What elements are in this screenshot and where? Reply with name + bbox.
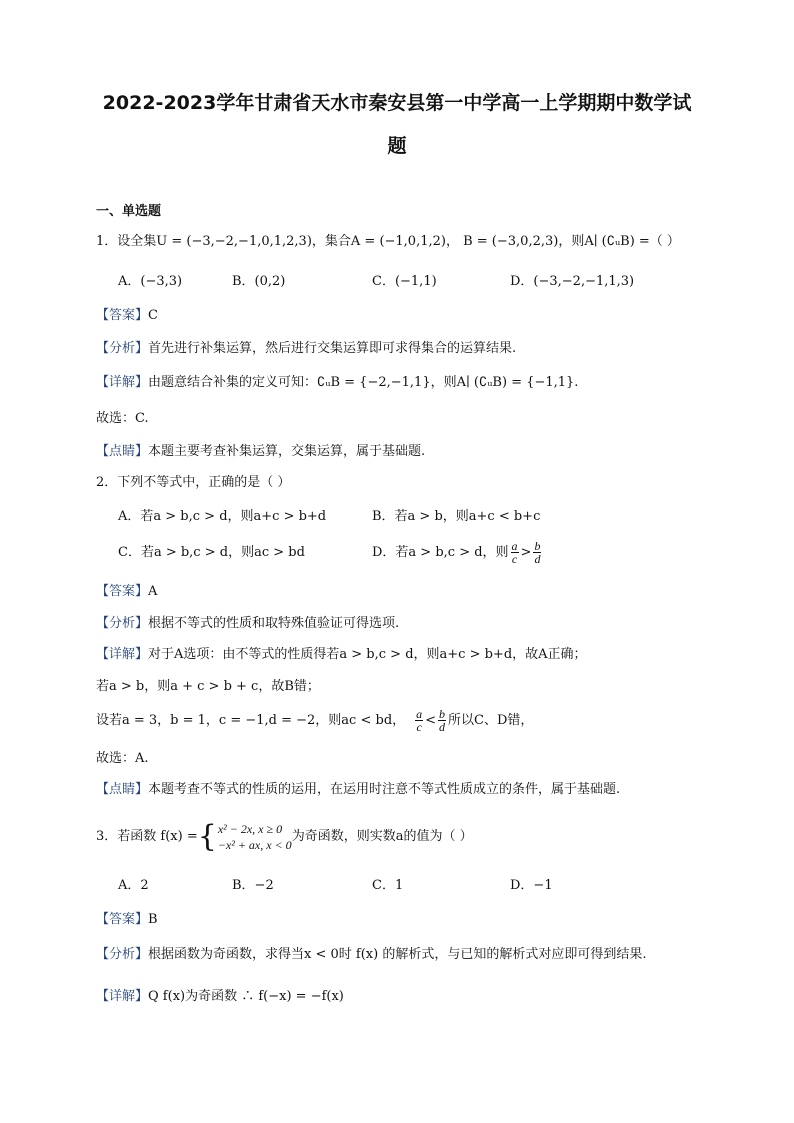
- q3-piecewise-cases: [218, 821, 292, 853]
- q1-comment-row: [96, 443, 425, 461]
- q1-comment: 本题主要考查补集运算，交集运算，属于基础题.: [148, 444, 426, 459]
- q3-analysis: 根据函数为奇函数，求得当x < 0时 f(x) 的解析式，与已知的解析式对应即可得到结果.: [148, 947, 647, 962]
- q1-answer: C: [148, 308, 158, 323]
- detail-tag: 【详解】: [96, 375, 149, 390]
- detail-tag: 【详解】: [96, 647, 149, 662]
- q2-comment: 本题考查不等式的性质的运用，在运用时注意不等式性质成立的条件，属于基础题.: [148, 782, 621, 797]
- q3-stem-text: 3．若函数 f(x) =: [96, 829, 198, 844]
- q3-case-1: x² − 2x, x ≥ 0: [217, 821, 283, 836]
- q3-option-d: D．−1: [510, 878, 553, 893]
- fraction-numerator: a: [416, 707, 423, 721]
- q2-option-d-fraction-a: [511, 540, 519, 565]
- q3-detail-row: [96, 988, 344, 1006]
- answer-tag: 【答案】: [96, 308, 149, 323]
- analysis-tag: 【分析】: [96, 947, 149, 962]
- q1-analysis-row: [96, 340, 516, 358]
- section-heading: 一、单选题: [96, 204, 162, 219]
- q2-conclusion: 故选：A.: [96, 751, 149, 766]
- q2-analysis-row: [96, 615, 399, 633]
- left-brace-icon: {: [197, 818, 217, 854]
- q2-option-d: [372, 536, 543, 570]
- q2-detail-3-fraction-b: [438, 708, 446, 733]
- q3-detail: Q f(x)为奇函数 ∴ f(−x) = −f(x): [148, 989, 344, 1004]
- q1-answer-row: [96, 307, 158, 325]
- answer-tag: 【答案】: [96, 912, 149, 927]
- answer-tag: 【答案】: [96, 584, 149, 599]
- q2-option-b: B．若a > b，则a+c < b+c: [372, 509, 541, 524]
- q3-option-a: A．2: [118, 878, 149, 893]
- q2-answer-row: [96, 583, 157, 601]
- fraction-denominator: c: [511, 552, 518, 566]
- q1-option-b: B．(0,2): [232, 274, 286, 289]
- comment-tag: 【点睛】: [96, 444, 149, 459]
- q2-comment-row: [96, 781, 620, 799]
- doc-title-line2: 题: [387, 135, 407, 157]
- q2-option-d-fraction-b: [533, 540, 541, 565]
- q3-option-b: B．−2: [232, 878, 274, 893]
- fraction-denominator: d: [439, 720, 446, 734]
- q2-option-d-text: D．若a > b,c > d，则: [372, 545, 509, 560]
- q1-stem: 1．设全集U = (−3,−2,−1,0,1,2,3)，集合A = (−1,0,1,2)， B = (−3,0,2,3)，则A∣ (∁ᵤB) =（ ）: [96, 234, 680, 249]
- q2-analysis: 根据不等式的性质和取特殊值验证可得选项.: [148, 616, 400, 631]
- q2-option-d-operator: >: [520, 545, 532, 560]
- q1-detail-row: [96, 374, 578, 392]
- q2-option-a: A．若a > b,c > d，则a+c > b+d: [118, 509, 327, 524]
- q2-detail-3: [96, 704, 533, 738]
- q3-answer: B: [148, 912, 158, 927]
- q3-stem: [96, 818, 473, 856]
- q2-detail-3-operator: <: [425, 713, 437, 728]
- fraction-numerator: b: [439, 707, 446, 721]
- fraction-numerator: b: [534, 539, 541, 553]
- q2-detail-row: [96, 646, 587, 664]
- q1-option-d: D．(−3,−2,−1,1,3): [510, 274, 635, 289]
- q2-option-c: C．若a > b,c > d，则ac > bd: [118, 545, 305, 560]
- q1-analysis: 首先进行补集运算，然后进行交集运算即可求得集合的运算结果.: [148, 341, 517, 356]
- q2-detail-3-text: 设若a = 3，b = 1，c = −1,d = −2，则ac < bd，: [96, 713, 406, 728]
- q1-option-a: A．(−3,3): [118, 274, 183, 289]
- q1-detail: 由题意结合补集的定义可知：∁ᵤB = {−2,−1,1}，则A∣ (∁ᵤB) = {−1,1}.: [148, 375, 579, 390]
- q3-option-c: C．1: [372, 878, 404, 893]
- q1-conclusion: 故选：C.: [96, 411, 149, 426]
- q3-analysis-row: [96, 946, 646, 964]
- q2-stem: 2．下列不等式中，正确的是（ ）: [96, 475, 291, 490]
- doc-title-line1: 2022-2023学年甘肃省天水市秦安县第一中学高一上学期期中数学试: [102, 92, 692, 114]
- fraction-numerator: a: [511, 539, 518, 553]
- q2-detail-1: 对于A选项：由不等式的性质得若a > b,c > d，则a+c > b+d，故A正确；: [148, 647, 587, 662]
- q3-answer-row: [96, 911, 158, 929]
- q2-detail-2: 若a > b，则a + c > b + c，故B错；: [96, 679, 320, 694]
- fraction-denominator: d: [534, 552, 541, 566]
- q3-case-2: −x² + ax, x < 0: [217, 837, 292, 852]
- analysis-tag: 【分析】: [96, 341, 149, 356]
- q2-answer: A: [148, 584, 158, 599]
- q2-detail-3-tail: 所以C、D错，: [448, 713, 534, 728]
- q2-detail-3-fraction-a: [415, 708, 423, 733]
- detail-tag: 【详解】: [96, 989, 149, 1004]
- q3-stem-tail: 为奇函数，则实数a的值为（ ）: [291, 829, 473, 844]
- comment-tag: 【点睛】: [96, 782, 149, 797]
- q1-option-c: C．(−1,1): [372, 274, 437, 289]
- analysis-tag: 【分析】: [96, 616, 149, 631]
- fraction-denominator: c: [416, 720, 422, 734]
